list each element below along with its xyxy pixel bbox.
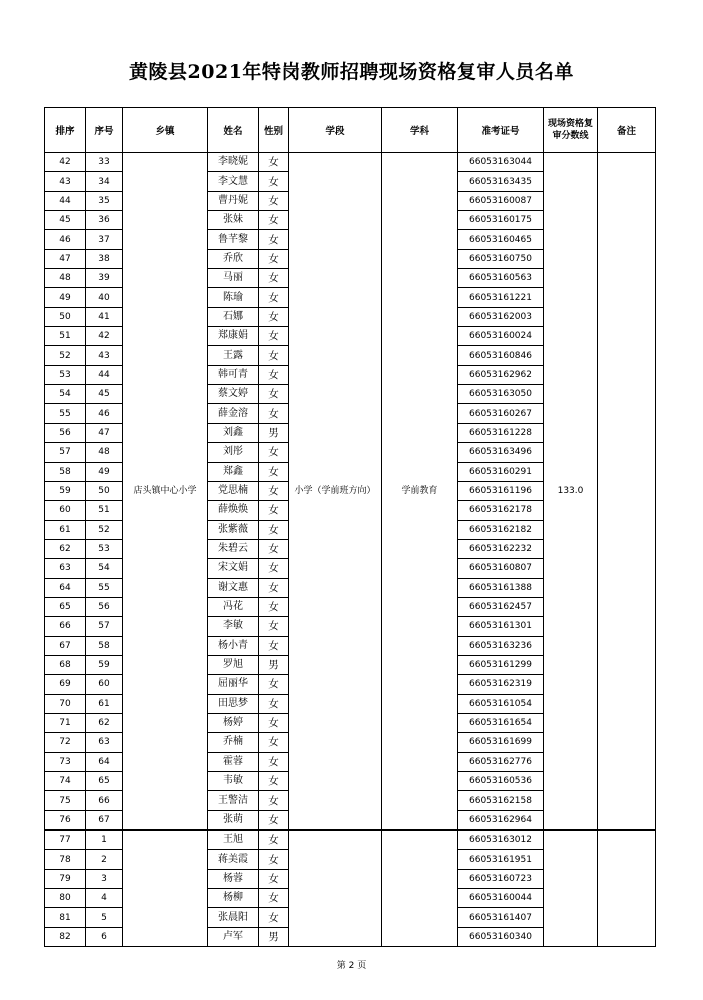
gender-cell: 女	[259, 597, 289, 616]
gender-cell: 女	[259, 772, 289, 791]
remark-cell	[598, 830, 656, 947]
gender-cell: 女	[259, 617, 289, 636]
gender-cell: 女	[259, 269, 289, 288]
exam-id-cell: 66053161388	[458, 578, 544, 597]
no-cell: 40	[86, 288, 123, 307]
subject-cell	[382, 830, 458, 947]
exam-id-cell: 66053160267	[458, 404, 544, 423]
name-cell: 张妹	[208, 211, 259, 230]
exam-id-cell: 66053162003	[458, 307, 544, 326]
gender-cell: 女	[259, 230, 289, 249]
seq-cell: 54	[45, 385, 86, 404]
exam-id-cell: 66053162962	[458, 365, 544, 384]
name-cell: 罗旭	[208, 655, 259, 674]
seq-cell: 60	[45, 501, 86, 520]
name-cell: 刘鑫	[208, 423, 259, 442]
gender-cell: 女	[259, 636, 289, 655]
seq-cell: 57	[45, 443, 86, 462]
exam-id-cell: 66053160465	[458, 230, 544, 249]
gender-cell: 男	[259, 927, 289, 946]
name-cell: 曹丹妮	[208, 191, 259, 210]
gender-cell: 女	[259, 520, 289, 539]
exam-id-cell: 66053161654	[458, 713, 544, 732]
gender-cell: 男	[259, 655, 289, 674]
seq-cell: 48	[45, 269, 86, 288]
table-header-row	[45, 108, 656, 153]
header-exam-id: 准考证号	[458, 108, 544, 153]
exam-id-cell: 66053160044	[458, 889, 544, 908]
gender-cell: 女	[259, 694, 289, 713]
exam-id-cell: 66053162457	[458, 597, 544, 616]
no-cell: 39	[86, 269, 123, 288]
exam-id-cell: 66053162776	[458, 752, 544, 771]
gender-cell: 女	[259, 462, 289, 481]
seq-cell: 47	[45, 249, 86, 268]
no-cell: 56	[86, 597, 123, 616]
gender-cell: 女	[259, 385, 289, 404]
subject-cell: 学前教育	[382, 153, 458, 831]
gender-cell: 女	[259, 869, 289, 888]
no-cell: 52	[86, 520, 123, 539]
remark-cell	[598, 153, 656, 831]
name-cell: 薛焕焕	[208, 501, 259, 520]
seq-cell: 55	[45, 404, 86, 423]
gender-cell: 女	[259, 713, 289, 732]
gender-cell: 女	[259, 481, 289, 500]
name-cell: 李晓妮	[208, 153, 259, 172]
gender-cell: 女	[259, 578, 289, 597]
township-cell	[123, 830, 208, 947]
exam-id-cell: 66053163044	[458, 153, 544, 172]
exam-id-cell: 66053161196	[458, 481, 544, 500]
no-cell: 4	[86, 889, 123, 908]
no-cell: 41	[86, 307, 123, 326]
seq-cell: 73	[45, 752, 86, 771]
no-cell: 48	[86, 443, 123, 462]
exam-id-cell: 66053161699	[458, 733, 544, 752]
seq-cell: 61	[45, 520, 86, 539]
header-township: 乡镇	[123, 108, 208, 153]
no-cell: 1	[86, 830, 123, 850]
name-cell: 郑鑫	[208, 462, 259, 481]
no-cell: 36	[86, 211, 123, 230]
seq-cell: 51	[45, 327, 86, 346]
seq-cell: 50	[45, 307, 86, 326]
no-cell: 45	[86, 385, 123, 404]
seq-cell: 71	[45, 713, 86, 732]
exam-id-cell: 66053160750	[458, 249, 544, 268]
gender-cell: 女	[259, 501, 289, 520]
exam-id-cell: 66053162158	[458, 791, 544, 810]
seq-cell: 63	[45, 559, 86, 578]
no-cell: 59	[86, 655, 123, 674]
name-cell: 乔欣	[208, 249, 259, 268]
no-cell: 66	[86, 791, 123, 810]
table-row	[45, 830, 656, 850]
exam-id-cell: 66053160024	[458, 327, 544, 346]
gender-cell: 女	[259, 850, 289, 869]
seq-cell: 79	[45, 869, 86, 888]
gender-cell: 女	[259, 365, 289, 384]
no-cell: 50	[86, 481, 123, 500]
name-cell: 鲁芊黎	[208, 230, 259, 249]
exam-id-cell: 66053162319	[458, 675, 544, 694]
score-line-cell	[544, 830, 598, 947]
header-subject: 学科	[382, 108, 458, 153]
table-body	[45, 153, 656, 947]
header-gender: 性别	[259, 108, 289, 153]
gender-cell: 女	[259, 559, 289, 578]
seq-cell: 42	[45, 153, 86, 172]
no-cell: 47	[86, 423, 123, 442]
no-cell: 37	[86, 230, 123, 249]
header-name: 姓名	[208, 108, 259, 153]
gender-cell: 女	[259, 752, 289, 771]
gender-cell: 女	[259, 791, 289, 810]
exam-id-cell: 66053160340	[458, 927, 544, 946]
gender-cell: 女	[259, 539, 289, 558]
seq-cell: 75	[45, 791, 86, 810]
exam-id-cell: 66053160723	[458, 869, 544, 888]
exam-id-cell: 66053161301	[458, 617, 544, 636]
gender-cell: 女	[259, 443, 289, 462]
name-cell: 杨柳	[208, 889, 259, 908]
gender-cell: 女	[259, 172, 289, 191]
name-cell: 朱碧云	[208, 539, 259, 558]
no-cell: 33	[86, 153, 123, 172]
no-cell: 3	[86, 869, 123, 888]
no-cell: 6	[86, 927, 123, 946]
seq-cell: 81	[45, 908, 86, 927]
name-cell: 陈瑜	[208, 288, 259, 307]
exam-id-cell: 66053160536	[458, 772, 544, 791]
seq-cell: 68	[45, 655, 86, 674]
no-cell: 58	[86, 636, 123, 655]
name-cell: 杨小青	[208, 636, 259, 655]
exam-id-cell: 66053161054	[458, 694, 544, 713]
no-cell: 61	[86, 694, 123, 713]
exam-id-cell: 66053160291	[458, 462, 544, 481]
name-cell: 刘彤	[208, 443, 259, 462]
name-cell: 韩可青	[208, 365, 259, 384]
exam-id-cell: 66053161228	[458, 423, 544, 442]
seq-cell: 69	[45, 675, 86, 694]
name-cell: 张萌	[208, 810, 259, 830]
no-cell: 57	[86, 617, 123, 636]
no-cell: 67	[86, 810, 123, 830]
seq-cell: 62	[45, 539, 86, 558]
gender-cell: 女	[259, 908, 289, 927]
seq-cell: 52	[45, 346, 86, 365]
name-cell: 杨蓉	[208, 869, 259, 888]
header-remark: 备注	[598, 108, 656, 153]
name-cell: 郑康娟	[208, 327, 259, 346]
page-title: 黄陵县2021年特岗教师招聘现场资格复审人员名单	[129, 61, 574, 83]
name-cell: 杨婷	[208, 713, 259, 732]
no-cell: 46	[86, 404, 123, 423]
level-cell: 小学（学前班方向）	[289, 153, 382, 831]
seq-cell: 77	[45, 830, 86, 850]
seq-cell: 76	[45, 810, 86, 830]
score-line-cell: 133.0	[544, 153, 598, 831]
name-cell: 蔡文婷	[208, 385, 259, 404]
gender-cell: 女	[259, 307, 289, 326]
name-cell: 王旭	[208, 830, 259, 850]
exam-id-cell: 66053160807	[458, 559, 544, 578]
gender-cell: 女	[259, 733, 289, 752]
seq-cell: 78	[45, 850, 86, 869]
name-cell: 霍蓉	[208, 752, 259, 771]
seq-cell: 43	[45, 172, 86, 191]
exam-id-cell: 66053160175	[458, 211, 544, 230]
no-cell: 49	[86, 462, 123, 481]
exam-id-cell: 66053163012	[458, 830, 544, 850]
header-level: 学段	[289, 108, 382, 153]
no-cell: 53	[86, 539, 123, 558]
seq-cell: 82	[45, 927, 86, 946]
exam-id-cell: 66053163050	[458, 385, 544, 404]
seq-cell: 67	[45, 636, 86, 655]
gender-cell: 女	[259, 346, 289, 365]
name-cell: 冯花	[208, 597, 259, 616]
name-cell: 张晨阳	[208, 908, 259, 927]
no-cell: 51	[86, 501, 123, 520]
no-cell: 2	[86, 850, 123, 869]
seq-cell: 64	[45, 578, 86, 597]
candidate-table	[44, 107, 656, 947]
name-cell: 李敏	[208, 617, 259, 636]
no-cell: 43	[86, 346, 123, 365]
header-score-line: 现场资格复审分数线	[544, 108, 598, 153]
no-cell: 63	[86, 733, 123, 752]
seq-cell: 44	[45, 191, 86, 210]
no-cell: 5	[86, 908, 123, 927]
gender-cell: 女	[259, 810, 289, 830]
gender-cell: 女	[259, 249, 289, 268]
name-cell: 王警洁	[208, 791, 259, 810]
no-cell: 54	[86, 559, 123, 578]
gender-cell: 女	[259, 288, 289, 307]
no-cell: 44	[86, 365, 123, 384]
name-cell: 蒋美霞	[208, 850, 259, 869]
name-cell: 韦敏	[208, 772, 259, 791]
seq-cell: 70	[45, 694, 86, 713]
seq-cell: 80	[45, 889, 86, 908]
level-cell	[289, 830, 382, 947]
name-cell: 王露	[208, 346, 259, 365]
exam-id-cell: 66053161951	[458, 850, 544, 869]
seq-cell: 53	[45, 365, 86, 384]
seq-cell: 72	[45, 733, 86, 752]
name-cell: 宋文娟	[208, 559, 259, 578]
seq-cell: 65	[45, 597, 86, 616]
exam-id-cell: 66053160563	[458, 269, 544, 288]
name-cell: 田思梦	[208, 694, 259, 713]
exam-id-cell: 66053163496	[458, 443, 544, 462]
gender-cell: 女	[259, 327, 289, 346]
exam-id-cell: 66053161221	[458, 288, 544, 307]
no-cell: 55	[86, 578, 123, 597]
page-number: 第 2 页	[336, 961, 367, 971]
seq-cell: 58	[45, 462, 86, 481]
gender-cell: 女	[259, 889, 289, 908]
table-row	[45, 153, 656, 172]
gender-cell: 女	[259, 153, 289, 172]
no-cell: 62	[86, 713, 123, 732]
seq-cell: 49	[45, 288, 86, 307]
no-cell: 60	[86, 675, 123, 694]
name-cell: 马丽	[208, 269, 259, 288]
header-seq: 排序	[45, 108, 86, 153]
exam-id-cell: 66053161407	[458, 908, 544, 927]
gender-cell: 女	[259, 211, 289, 230]
gender-cell: 女	[259, 404, 289, 423]
no-cell: 65	[86, 772, 123, 791]
gender-cell: 女	[259, 830, 289, 850]
no-cell: 38	[86, 249, 123, 268]
exam-id-cell: 66053163435	[458, 172, 544, 191]
exam-id-cell: 66053162964	[458, 810, 544, 830]
name-cell: 张紫薇	[208, 520, 259, 539]
no-cell: 34	[86, 172, 123, 191]
name-cell: 李文慧	[208, 172, 259, 191]
township-cell: 店头镇中心小学	[123, 153, 208, 831]
exam-id-cell: 66053160846	[458, 346, 544, 365]
no-cell: 42	[86, 327, 123, 346]
seq-cell: 46	[45, 230, 86, 249]
seq-cell: 74	[45, 772, 86, 791]
gender-cell: 女	[259, 675, 289, 694]
seq-cell: 45	[45, 211, 86, 230]
seq-cell: 66	[45, 617, 86, 636]
gender-cell: 男	[259, 423, 289, 442]
seq-cell: 56	[45, 423, 86, 442]
gender-cell: 女	[259, 191, 289, 210]
name-cell: 谢文惠	[208, 578, 259, 597]
exam-id-cell: 66053163236	[458, 636, 544, 655]
no-cell: 35	[86, 191, 123, 210]
name-cell: 卢军	[208, 927, 259, 946]
name-cell: 党思楠	[208, 481, 259, 500]
exam-id-cell: 66053160087	[458, 191, 544, 210]
exam-id-cell: 66053162182	[458, 520, 544, 539]
name-cell: 石娜	[208, 307, 259, 326]
name-cell: 乔楠	[208, 733, 259, 752]
exam-id-cell: 66053162232	[458, 539, 544, 558]
name-cell: 薛金溶	[208, 404, 259, 423]
no-cell: 64	[86, 752, 123, 771]
exam-id-cell: 66053162178	[458, 501, 544, 520]
name-cell: 屈丽华	[208, 675, 259, 694]
seq-cell: 59	[45, 481, 86, 500]
exam-id-cell: 66053161299	[458, 655, 544, 674]
header-no: 序号	[86, 108, 123, 153]
